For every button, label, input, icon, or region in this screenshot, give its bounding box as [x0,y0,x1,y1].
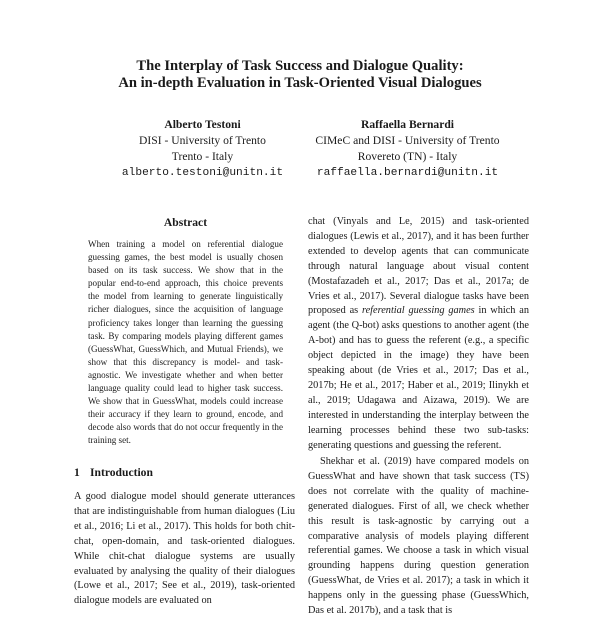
section-title: Introduction [90,466,153,479]
section-number: 1 [74,466,80,479]
paper-title [40,58,560,92]
author-email: raffaella.bernardi@unitn.it [316,167,499,179]
author-location: Rovereto (TN) - Italy [357,150,458,163]
author-affiliation: DISI - University of Trento [139,134,266,147]
title-line-1: The Interplay of Task Success and Dialogue Quality: [136,58,464,74]
emphasized-term: referential guessing games [361,305,475,317]
author-location: Trento - Italy [171,150,234,163]
right-column-paragraph-2: Shekhar et al. (2019) have compared models on GuessWhat and have shown that task success (TS) does not correlate with the quality of machine-generated dialogues. First of all, we check whether this result is task-agnostic by carrying out a comparative analysis of models playing different referential games. We choose a task in which visual grounding happens during question generation (GuessWhat, de Vries et al. 2017); a task in which it happens only in the guessing phase (GuessWhich, Das et al. 2017b), and a task that is [308,456,529,617]
author-name: Raffaella Bernardi [360,118,455,131]
paragraph-text: chat (Vinyals and Le, 2015) and task-oriented dialogues (Lewis et al., 2017), and it has been further extended to develop agents that can communicate through natural language about visual content (Mostafazadeh et al., 2017; Das et al., 2017a; de Vries et al., 2017). Several dialogue tasks have been proposed as [308,216,529,317]
right-column-paragraph-1 [308,215,529,454]
title-line-2: An in-depth Evaluation in Task-Oriented Visual Dialogues [118,75,482,91]
author-email: alberto.testoni@unitn.it [121,167,284,179]
paragraph-text: in which an agent (the Q-bot) asks questions to another agent (the A-bot) and has to guess the referent (e.g., a specific object depicted in the image) they have been speaking about (de Vries et al., 2017; Das et al., 2017b; He et al., 2017; Haber et al., 2019; Ilinykh et al., 2019; Udagawa and Aizawa, 2019). We are interested in understanding the interplay between the learning processes behind these two sub-tasks: generating questions and guessing the referent. [308,305,529,451]
abstract-text: When training a model on referential dialogue guessing games, the best model is usually chosen based on its task success. We show that in the popular end-to-end approach, this choice prevents the model from learning to generate linguistically richer dialogues, since the acquisition of language proficiency takes longer than learning the guessing task. By comparing models playing different games (GuessWhat, GuessWhich, and Mutual Friends), we show that this discrepancy is model- and task-agnostic. We investigate whether and when better language quality could lead to higher task success. We show that in GuessWhat, models could increase their accuracy if they learn to ground, encode, and decode also words that do not occur frequently in the training set. [88,239,283,446]
intro-paragraph: A good dialogue model should generate utterances that are indistinguishable from human dialogues (Liu et al., 2016; Li et al., 2017). This holds for both chit-chat, open-domain, and task-oriented dialogues. While chit-chat dialogue systems are usually evaluated by analysing the quality of their dialogues (Lowe et al., 2017; See et al., 2019), task-oriented dialogue models are evaluated on [74,491,295,607]
abstract-heading: Abstract [163,216,208,229]
author-affiliation: CIMeC and DISI - University of Trento [315,134,500,147]
author-name: Alberto Testoni [164,118,241,131]
author-block-1 [100,117,305,181]
author-block-2 [295,117,520,181]
section-heading [74,466,153,479]
